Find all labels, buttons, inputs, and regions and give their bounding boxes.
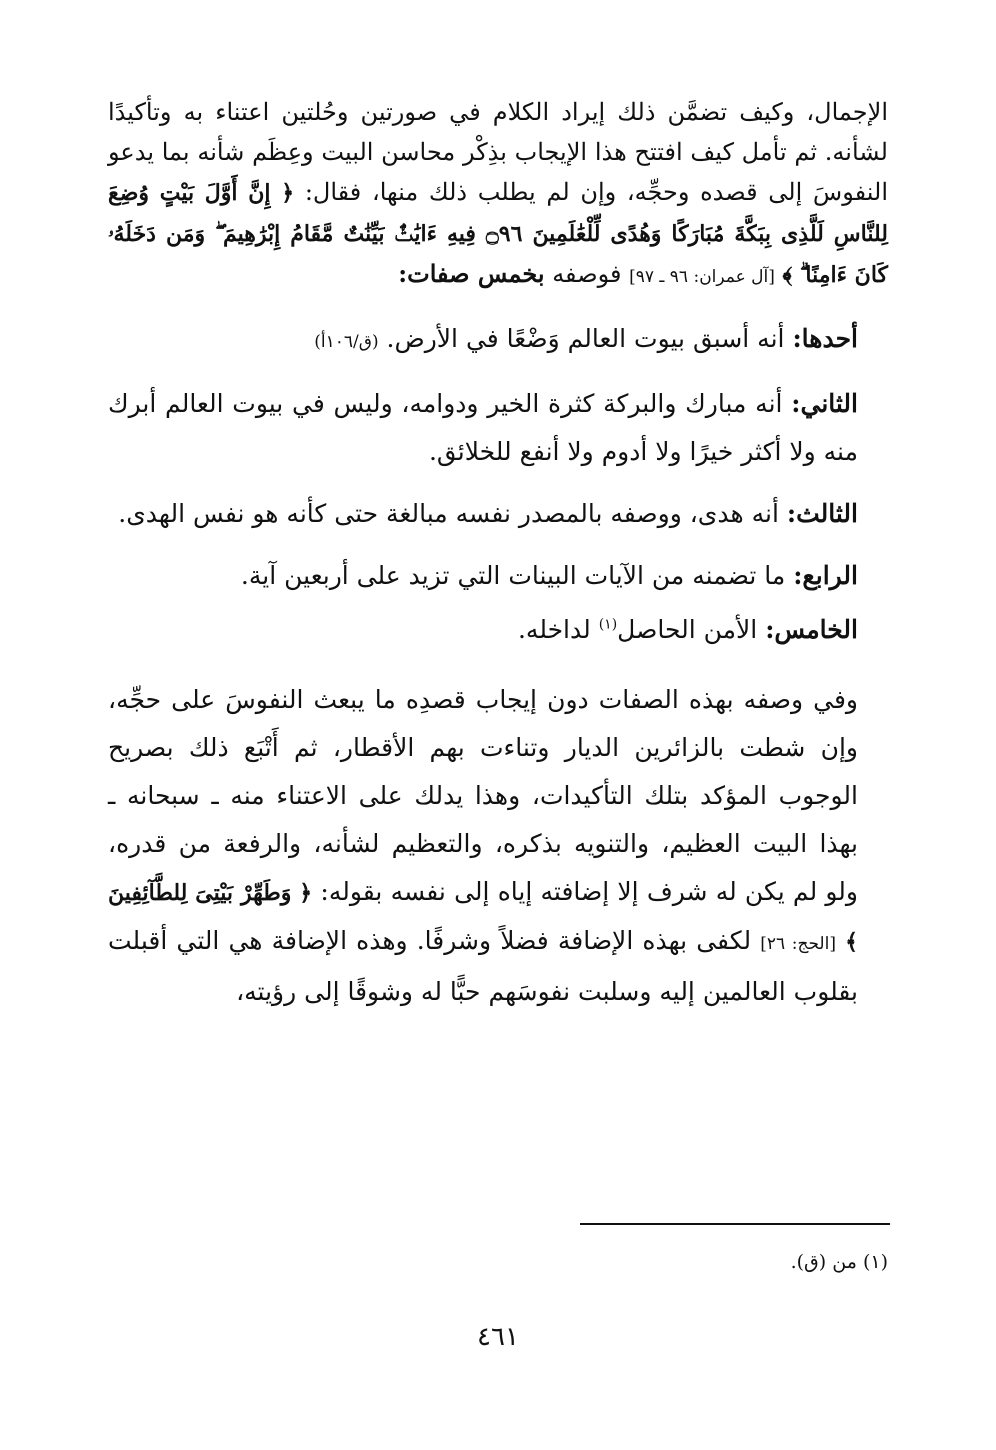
footnote-mark: (١) <box>598 616 618 633</box>
attribute-text-end: لداخله. <box>517 615 591 644</box>
attribute-text: ما تضمنه من الآيات البينات التي تزيد على أربعين آية. <box>240 561 786 590</box>
attribute-text: الأمن الحاصل <box>617 615 758 644</box>
attribute-text: أنه مبارك والبركة كثرة الخير ودوامه، وليس في بيوت العالم أبرك منه ولا أكثر خيرًا ولا أدوم ولا أنفع للخلائق. <box>108 389 858 466</box>
footnote-divider <box>580 1223 890 1225</box>
intro-continuation: فوصفه <box>552 260 622 288</box>
attribute-1 <box>108 315 888 366</box>
attribute-5 <box>108 606 888 654</box>
verse-reference: [آل عمران: ٩٦ ـ ٩٧] <box>629 267 775 287</box>
page-number: ٤٦١ <box>477 1322 519 1352</box>
conclusion-paragraph <box>108 676 888 1016</box>
attribute-text: أنه أسبق بيوت العالم وَضْعًا في الأرض. <box>386 324 785 353</box>
intro-bold-heading: بخمس صفات: <box>398 259 545 288</box>
conclusion-text: وفي وصفه بهذه الصفات دون إيجاب قصدِه ما يبعث النفوسَ على حجِّه، وإن شطت بالزائرين الديار وتناءت بهم الأقطار، ثم أَتْبَع ذلك بصريح الوجوب المؤكد بتلك التأكيدات، وهذا يدلك على الاعتناء منه ـ سبحانه ـ بهذا البيت العظيم، والتنويه بذكره، والتعظيم لشأنه، والرفعة من قدره، ولو لم يكن له شرف إلا إضافته إياه إلى نفسه بقوله: <box>108 685 858 906</box>
attribute-4 <box>108 552 888 600</box>
footnote-number: (١) <box>862 1251 888 1273</box>
attribute-text: أنه هدى، ووصفه بالمصدر نفسه مبالغة حتى كأنه هو نفس الهدى. <box>118 499 779 528</box>
verse-reference: [الحج: ٢٦] <box>760 934 836 954</box>
attribute-2 <box>108 380 888 476</box>
attribute-3 <box>108 490 888 538</box>
quran-verse: ﴿ وَطَهِّرْ بَيْتِىَ لِلطَّآئِفِينَ ﴾ <box>108 880 858 955</box>
manuscript-reference: (ق/١٠٦أ) <box>314 332 379 352</box>
attribute-label: الثاني: <box>791 389 858 418</box>
footnote-text: من (ق). <box>790 1251 857 1273</box>
attribute-label: الرابع: <box>793 561 858 590</box>
attribute-label: أحدها: <box>792 324 858 353</box>
conclusion-continuation: لكفى بهذه الإضافة فضلاً وشرفًا. وهذه الإضافة هي التي أقبلت بقلوب العالمين إليه وسلبت نفوسَهم حبًّا له وشوقًا إلى رؤيته، <box>108 926 858 1006</box>
intro-text: الإجمال، وكيف تضمَّن ذلك إيراد الكلام في صورتين وحُلتين اعتناء به وتأكيدًا لشأنه. ثم تأمل كيف افتتح هذا الإيجاب بذِكْر محاسن البيت وعِظَم شأنه بما يدعو النفوسَ إلى قصده وحجِّه، وإن لم يطلب ذلك منها، فقال: <box>108 98 888 206</box>
quran-verse: ﴿ إِنَّ أَوَّلَ بَيْتٍ وُضِعَ لِلنَّاسِ لَلَّذِى بِبَكَّةَ مُبَارَكًا وَهُدًى لِّلْعَٰلَمِينَ ۝٩٦ فِيهِ ءَايَٰتٌۢ بَيِّنَٰتٌ مَّقَامُ إِبْرَٰهِيمَ ۖ وَمَن دَخَلَهُۥ كَانَ ءَامِنًا ۗ ﴾ <box>108 180 888 288</box>
intro-paragraph <box>108 92 888 297</box>
page-body <box>108 92 888 1016</box>
attribute-label: الثالث: <box>786 499 858 528</box>
footnote <box>108 1248 888 1276</box>
attribute-label: الخامس: <box>765 615 858 644</box>
